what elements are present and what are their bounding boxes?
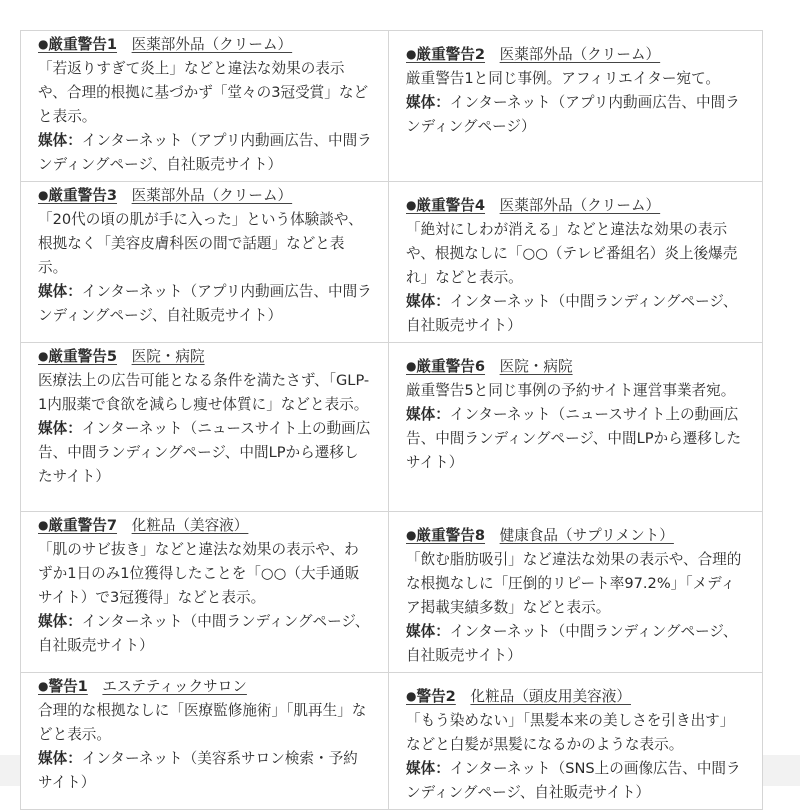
warning-cases-table bbox=[20, 30, 763, 810]
severity-label: 厳重警告3 bbox=[48, 187, 118, 204]
case-media bbox=[38, 610, 372, 658]
case-cell bbox=[389, 512, 763, 673]
case-media bbox=[406, 91, 746, 139]
media-label: 媒体： bbox=[406, 760, 450, 777]
bullet-icon: ● bbox=[38, 518, 49, 532]
category-label: 健康食品（サプリメント） bbox=[499, 527, 674, 544]
case-heading bbox=[406, 43, 746, 67]
table-row bbox=[21, 31, 763, 182]
category-label: 医薬部外品（クリーム） bbox=[499, 197, 661, 214]
bullet-icon: ● bbox=[38, 188, 49, 202]
media-label: 媒体： bbox=[38, 283, 82, 300]
table-row bbox=[21, 512, 763, 673]
case-media bbox=[406, 757, 746, 805]
case-media bbox=[406, 290, 746, 338]
media-value: インターネット（アプリ内動画広告、中間ランディングページ） bbox=[406, 94, 740, 135]
case-heading bbox=[38, 675, 372, 699]
category-label: 医薬部外品（クリーム） bbox=[499, 46, 661, 63]
severity-label: 厳重警告6 bbox=[416, 358, 486, 375]
case-heading bbox=[406, 524, 746, 548]
case-heading bbox=[38, 33, 372, 57]
severity-label: 厳重警告4 bbox=[416, 197, 486, 214]
case-media bbox=[406, 403, 746, 475]
case-cell bbox=[389, 343, 763, 512]
case-media bbox=[38, 747, 372, 795]
case-cell bbox=[21, 343, 389, 512]
category-label: 医薬部外品（クリーム） bbox=[131, 187, 293, 204]
severity-label: 厳重警告5 bbox=[48, 348, 118, 365]
case-description: 合理的な根拠なしに「医療監修施術」「肌再生」などと表示。 bbox=[38, 702, 367, 743]
bullet-icon: ● bbox=[38, 37, 49, 51]
case-cell bbox=[389, 673, 763, 810]
media-value: インターネット（中間ランディングページ、自社販売サイト） bbox=[38, 613, 370, 654]
case-description: 「肌のサビ抜き」などと違法な効果の表示や、わずか1日のみ1位獲得したことを「○○（大手通販サイト）で3冠獲得」などと表示。 bbox=[38, 541, 360, 606]
bullet-icon: ● bbox=[406, 47, 417, 61]
media-label: 媒体： bbox=[38, 420, 82, 437]
table-row bbox=[21, 673, 763, 810]
media-label: 媒体： bbox=[406, 293, 450, 310]
category-label: 医院・病院 bbox=[131, 348, 205, 365]
case-description: 「もう染めない」「黒髪本来の美しさを引き出す」などと白髪が黒髪になるかのような表示。 bbox=[406, 712, 735, 753]
media-value: インターネット（ニュースサイト上の動画広告、中間ランディングページ、中間LPから遷移したサイト） bbox=[406, 406, 742, 471]
category-label: 医院・病院 bbox=[499, 358, 573, 375]
category-label: 化粧品（頭皮用美容液） bbox=[470, 688, 631, 705]
media-value: インターネット（中間ランディングページ、自社販売サイト） bbox=[406, 623, 738, 664]
media-value: インターネット（美容系サロン検索・予約サイト） bbox=[38, 750, 358, 791]
case-description: 厳重警告5と同じ事例の予約サイト運営事業者宛。 bbox=[406, 382, 736, 399]
media-label: 媒体： bbox=[406, 623, 450, 640]
case-heading bbox=[406, 685, 746, 709]
bullet-icon: ● bbox=[38, 679, 49, 693]
case-description: 「20代の頃の肌が手に入った」という体験談や、根拠なく「美容皮膚科医の間で話題」などと表示。 bbox=[38, 211, 363, 276]
case-description: 「飲む脂肪吸引」など違法な効果の表示や、合理的な根拠なしに「圧倒的リピート率97.2%」「メディア掲載実績多数」などと表示。 bbox=[406, 551, 742, 616]
severity-label: 厳重警告8 bbox=[416, 527, 486, 544]
case-media bbox=[38, 129, 372, 177]
media-label: 媒体： bbox=[406, 94, 450, 111]
case-media bbox=[38, 280, 372, 328]
table-row bbox=[21, 182, 763, 343]
case-cell bbox=[389, 182, 763, 343]
media-value: インターネット（中間ランディングページ、自社販売サイト） bbox=[406, 293, 738, 334]
case-heading bbox=[406, 194, 746, 218]
media-label: 媒体： bbox=[38, 132, 82, 149]
case-heading bbox=[38, 345, 372, 369]
category-label: エステティックサロン bbox=[102, 678, 247, 695]
case-description: 「絶対にしわが消える」などと違法な効果の表示や、根拠なしに「○○（テレビ番組名）炎上後爆売れ」などと表示。 bbox=[406, 221, 738, 286]
severity-label: 厳重警告2 bbox=[416, 46, 486, 63]
case-media bbox=[406, 620, 746, 668]
case-description: 「若返りすぎて炎上」などと違法な効果の表示や、合理的根拠に基づかず「堂々の3冠受賞」などと表示。 bbox=[38, 60, 369, 125]
bullet-icon: ● bbox=[406, 198, 417, 212]
case-cell bbox=[21, 182, 389, 343]
media-label: 媒体： bbox=[38, 613, 82, 630]
severity-label: 厳重警告1 bbox=[48, 36, 118, 53]
case-cell bbox=[21, 31, 389, 182]
media-value: インターネット（アプリ内動画広告、中間ランディングページ、自社販売サイト） bbox=[38, 283, 372, 324]
severity-label: 警告1 bbox=[48, 678, 88, 695]
severity-label: 警告2 bbox=[416, 688, 456, 705]
case-description: 医療法上の広告可能となる条件を満たさず、「GLP-1内服薬で食欲を減らし痩せ体質に」などと表示。 bbox=[38, 372, 370, 413]
case-media bbox=[38, 417, 372, 489]
media-value: インターネット（ニュースサイト上の動画広告、中間ランディングページ、中間LPから遷移したサイト） bbox=[38, 420, 371, 485]
case-cell bbox=[21, 512, 389, 673]
severity-label: 厳重警告7 bbox=[48, 517, 118, 534]
case-heading bbox=[406, 355, 746, 379]
case-description: 厳重警告1と同じ事例。アフィリエイター宛て。 bbox=[406, 70, 721, 87]
media-value: インターネット（アプリ内動画広告、中間ランディングページ、自社販売サイト） bbox=[38, 132, 372, 173]
case-cell bbox=[389, 31, 763, 182]
table-row bbox=[21, 343, 763, 512]
media-label: 媒体： bbox=[406, 406, 450, 423]
bullet-icon: ● bbox=[38, 349, 49, 363]
bullet-icon: ● bbox=[406, 359, 417, 373]
case-heading bbox=[38, 514, 372, 538]
case-heading bbox=[38, 184, 372, 208]
media-value: インターネット（SNS上の画像広告、中間ランディングページ、自社販売サイト） bbox=[406, 760, 741, 801]
case-cell bbox=[21, 673, 389, 810]
bullet-icon: ● bbox=[406, 689, 417, 703]
media-label: 媒体： bbox=[38, 750, 82, 767]
category-label: 医薬部外品（クリーム） bbox=[131, 36, 293, 53]
bullet-icon: ● bbox=[406, 528, 417, 542]
category-label: 化粧品（美容液） bbox=[131, 517, 249, 534]
